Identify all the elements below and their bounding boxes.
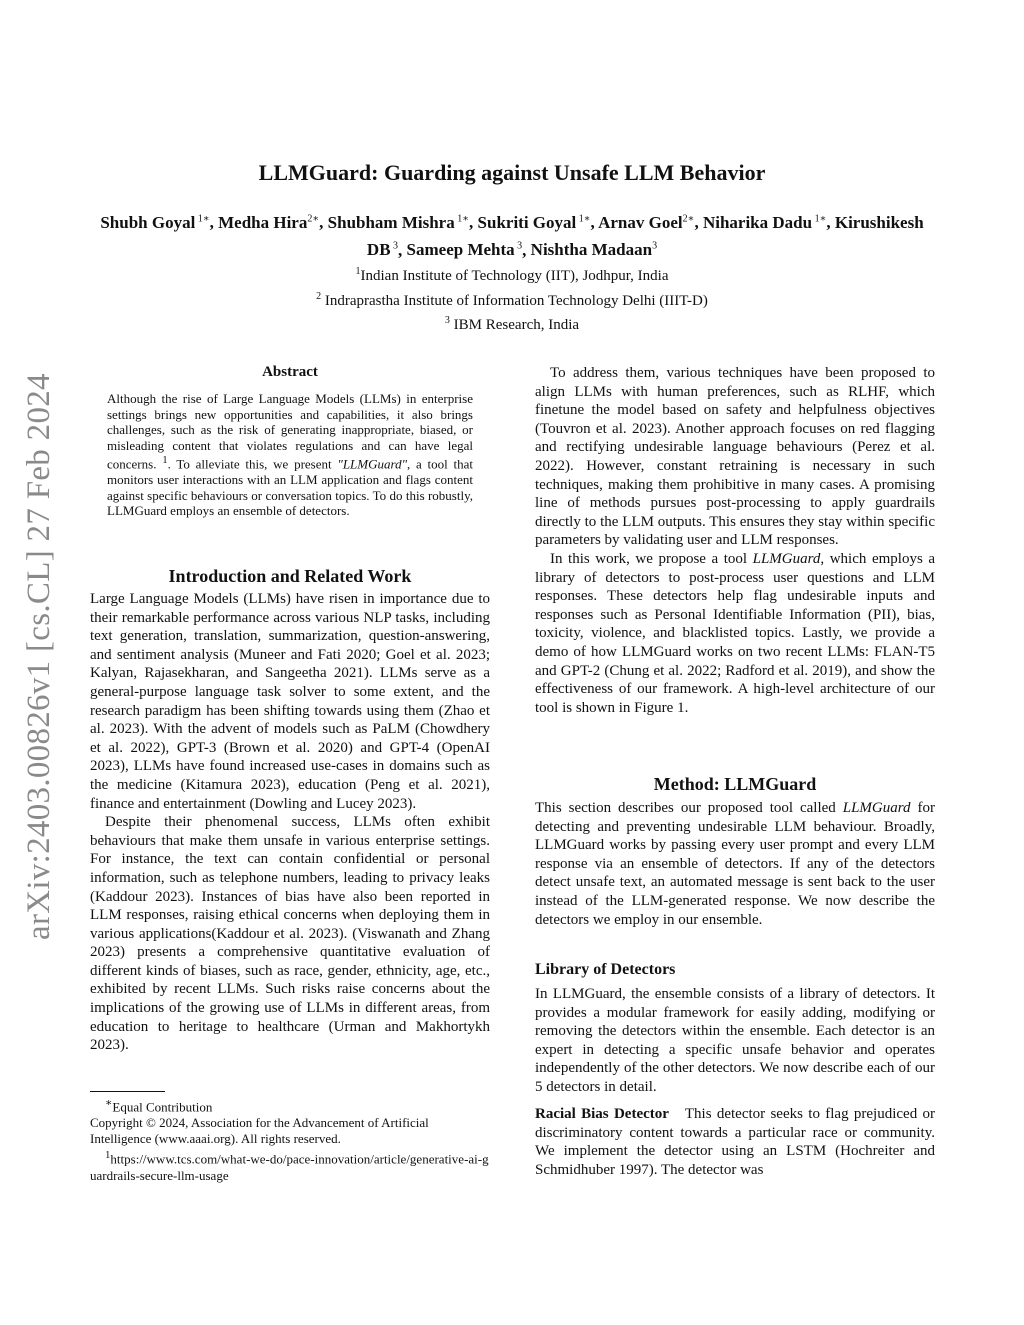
- abstract-heading: Abstract: [262, 364, 318, 380]
- affiliation: $^2$ Indraprastha Institute of Information Technology Delhi (IIIT-D): [316, 290, 708, 309]
- paper-title: LLMGuard: Guarding against Unsafe LLM Behavior: [258, 160, 766, 185]
- library-text: [535, 985, 935, 1097]
- intro-column-right: [535, 364, 935, 717]
- footnotes: [90, 1095, 490, 1184]
- intro-paragraph-1: Large Language Models (LLMs) have risen in importance due to their remarkable performance across various NLP tasks, including text generation, translation, summarization, question-answering, and sentiment analysis (Muneer and Fati 2020; Goel et al. 2023; Kalyan, Rajasekharan, and Sangeetha 2021). LLMs serve as a general-purpose language task solver to some extent, and the research paradigm has been shifting towards using them (Zhao et al. 2023). With the advent of models such as PaLM (Chowdhery et al. 2022), GPT-3 (Brown et al. 2020) and GPT-4 (OpenAI 2023), LLMs have found increased use-cases in domains such as the medicine (Kitamura 2023), education (Peng et al. 2021), finance and entertainment (Dowling and Lucey 2023).: [90, 591, 490, 812]
- racial-bias-heading: Racial Bias Detector: [535, 1106, 669, 1122]
- affiliations: [0, 262, 1024, 336]
- footnote-copyright: Copyright © 2024, Association for the Advancement of Artificial Intelligence (www.aaai.org). All rights reserved.: [90, 1115, 429, 1147]
- author: Sameep Mehta $^3$: [406, 240, 523, 260]
- footnote-rule: [90, 1091, 165, 1092]
- intro-paragraph-3: To address them, various techniques have been proposed to align LLMs with human preferences, such as RLHF, which finetune the model based on safety and helpfulness objectives (Touvron et al. 2023). Another approach focuses on red flagging and rectifying undesirable language behaviours (Perez et al. 2022). However, constant retraining is necessary in such techniques, making them prohibitive in many cases. A promising line of methods pursues post-processing to apply guardrails directly to the LLM outputs. This ensures they stay within specific parameters by validating user and LLM responses.: [535, 365, 935, 549]
- arxiv-stamp: arXiv:2403.00826v1 [cs.CL] 27 Feb 2024: [21, 373, 57, 940]
- intro-paragraph-2: Despite their phenomenal success, LLMs often exhibit behaviours that make them unsafe in various enterprise settings. For instance, the text can contain confidential or personal information, such as telephone numbers, leading to privacy leaks (Kaddour 2023). Instances of bias have also been reported in LLM responses, raising ethical concerns when deploying them in various applications(Kaddour et al. 2023). (Viswanath and Zhang 2023) presents a comprehensive quantitative evaluation of different kinds of biases, such as race, gender, ethnicity, age, etc., exhibited by recent LLMs. Such risks raise concerns about the implications of the growing use of LLMs in different areas, from education to heritage to healthcare (Urman and Makhortykh 2023).: [90, 814, 490, 1054]
- author: Shubham Mishra $^{1∗}$: [327, 212, 470, 232]
- author: Nishtha Madaan$^3$: [530, 240, 658, 260]
- author: Medha Hira$^{2∗}$: [218, 212, 320, 232]
- author-list: Shubh Goyal $^{1∗}$, Medha Hira$^{2∗}$, Shubham Mishra $^{1∗}$, Sukriti Goyal $^{1∗}$, Arnav Goel$^{2∗}$, Niharika Dadu $^{1∗}$, Kirushikesh DB $^3$, Sameep Mehta $^3$, Nishtha Madaan$^3$: [100, 212, 924, 260]
- method-intro: [535, 799, 935, 929]
- footnote-url: $^1$https://www.tcs.com/what-we-do/pace-innovation/article/generative-ai-guardrails-secure-llm-usage: [90, 1149, 489, 1183]
- footnote-equal: ∗Equal Contribution: [105, 1097, 213, 1115]
- method-heading: Method: LLMGuard: [653, 774, 817, 794]
- library-paragraph: In LLMGuard, the ensemble consists of a library of detectors. It provides a modular framework for easily adding, modifying or removing the detectors within the ensemble. Each detector is an expert in detecting a specific unsafe behavior and operates independently of the other detectors. We now describe each of our 5 detectors in detail.: [535, 986, 935, 1095]
- method-paragraph-1: This section describes our proposed tool called LLMGuard for detecting and preventing undesirable LLM behaviour. Broadly, LLMGuard works by passing every user prompt and every LLM response via an ensemble of detectors. If any of the detectors detect unsafe text, an automated message is sent back to the user instead of the LLM-generated response. We now describe the detectors we employ in our ensemble.: [535, 800, 935, 928]
- intro-paragraph-4: In this work, we propose a tool LLMGuard, which employs a library of detectors to post-process user questions and LLM responses. These detectors help flag undesirable inputs and responses such as Personal Identifiable Information (PII), bias, toxicity, violence, and blacklisted topics. Lastly, we provide a demo of how LLMGuard works on two recent LLMs: FLAN-T5 and GPT-2 (Chung et al. 2022; Radford et al. 2019), and show the effectiveness of our framework. A high-level architecture of our tool is shown in Figure 1.: [535, 550, 935, 716]
- racial-bias-paragraph: Racial Bias Detector This detector seeks to flag prejudiced or discriminatory content towards a particular race or community. We implement the detector using an LSTM (Hochreiter and Schmidhuber 1997). The detector was: [535, 1106, 936, 1178]
- author: Niharika Dadu $^{1∗}$: [702, 212, 827, 232]
- affiliation: $^1$Indian Institute of Technology (IIT), Jodhpur, India: [355, 266, 669, 284]
- abstract-text: Although the rise of Large Language Models (LLMs) in enterprise settings brings new opportunities and capabilities, it also brings challenges, such as the risk of generating inappropriate, biased, or misleading content that violates regulations and can have legal concerns. $^1$. To alleviate this, we present "LLMGuard", a tool that monitors user interactions with an LLM application and flags content against specific behaviours or conversation topics. To do this robustly, LLMGuard employs an ensemble of detectors.: [107, 391, 473, 519]
- racial-bias-section: [535, 1105, 935, 1179]
- affiliation: $^3$ IBM Research, India: [444, 315, 580, 333]
- intro-column-left: [90, 590, 490, 1055]
- library-heading: Library of Detectors: [535, 961, 676, 978]
- author: Arnav Goel$^{2∗}$: [598, 212, 695, 232]
- intro-heading: Introduction and Related Work: [168, 566, 412, 586]
- author: Kirushikesh DB $^3$: [366, 212, 924, 260]
- author: Shubh Goyal $^{1∗}$: [100, 212, 210, 232]
- author: Sukriti Goyal $^{1∗}$: [477, 212, 591, 232]
